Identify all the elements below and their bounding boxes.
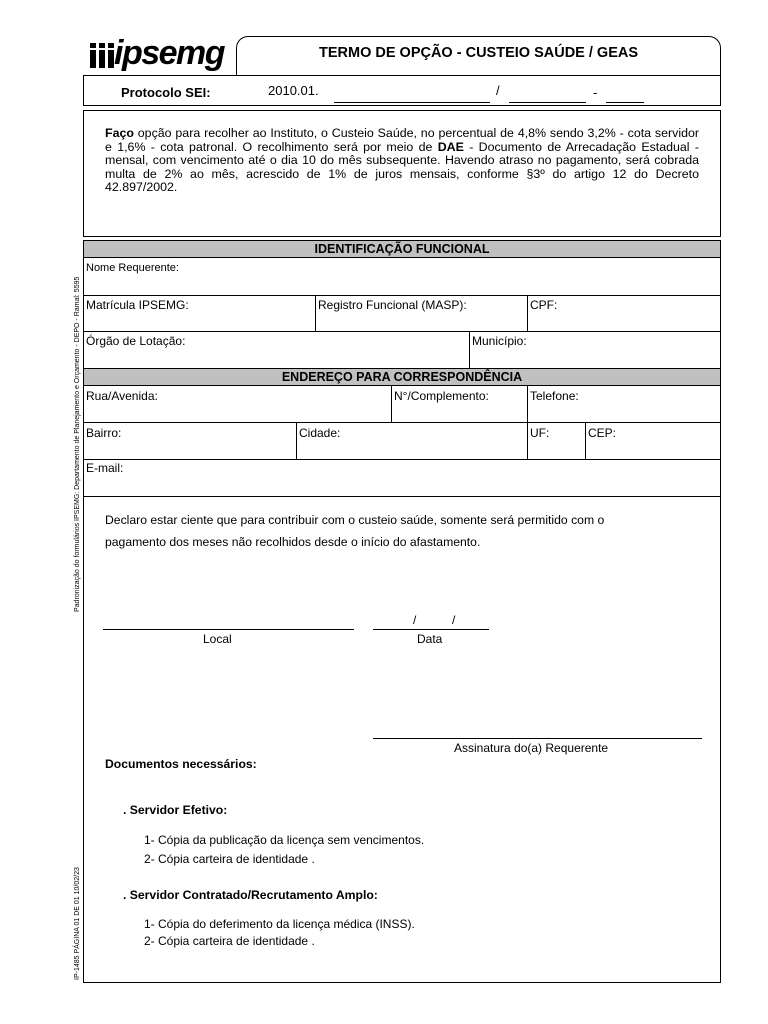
orgao-lotacao-field[interactable]: Órgão de Lotação: [86, 334, 186, 348]
intro-paragraph [105, 127, 699, 195]
declaration-line-2: pagamento dos meses não recolhidos desde o início do afastamento. [105, 535, 481, 549]
group-contratado-item-1: 1- Cópia do deferimento da licença médica (INSS). [144, 917, 415, 931]
date-slash-1: / [413, 613, 417, 627]
group-contratado-item-2: 2- Cópia carteira de identidade . [144, 934, 315, 948]
intro-text-1: opção para recolher ao Instituto, o Custeio Saúde, no percentual de 4,8% sendo 3,2% - cota servidor e 1,6% - cota patronal. O recolhimento será por meio de [105, 126, 699, 154]
side-note-top: Padronização do formulários IPSEMG: Departamento de Planejamento e Orçamento - DEPO - Ramal: 5595 [74, 276, 81, 612]
email-field[interactable]: E-mail: [86, 461, 124, 475]
group-contratado-title: . Servidor Contratado/Recrutamento Amplo: [123, 888, 378, 902]
intro-dae: DAE [437, 139, 464, 154]
cidade-field[interactable]: Cidade: [299, 426, 341, 440]
telefone-field[interactable]: Telefone: [530, 389, 579, 403]
section-functional-heading: IDENTIFICAÇÃO FUNCIONAL [83, 240, 721, 258]
protocol-year-field[interactable] [509, 102, 586, 103]
signature-label: Assinatura do(a) Requerente [454, 741, 609, 755]
intro-lead: Faço [105, 126, 134, 140]
municipio-field[interactable]: Município: [472, 334, 527, 348]
protocol-number-field[interactable] [334, 102, 490, 103]
protocol-prefix: 2010.01. [268, 83, 319, 98]
cep-field[interactable]: CEP: [588, 426, 617, 440]
declaration-line-1: Declaro estar ciente que para contribuir com o custeio saúde, somente será permitido com o [105, 513, 605, 527]
protocol-sep-dash: - [593, 85, 598, 100]
local-line[interactable] [103, 629, 354, 630]
uf-field[interactable]: UF: [530, 426, 550, 440]
page-title: TERMO DE OPÇÃO - CUSTEIO SAÚDE / GEAS [318, 45, 639, 61]
matricula-field[interactable]: Matrícula IPSEMG: [86, 298, 189, 312]
ipsemg-logo [88, 36, 228, 74]
cpf-field[interactable]: CPF: [530, 298, 558, 312]
nome-requerente-field[interactable]: Nome Requerente: [86, 262, 179, 274]
group-efetivo-item-1: 1- Cópia da publicação da licença sem vencimentos. [144, 833, 425, 847]
bairro-field[interactable]: Bairro: [86, 426, 122, 440]
rua-avenida-field[interactable]: Rua/Avenida: [86, 389, 158, 403]
intro-text-2: - Documento de Arrecadação Estadual - mensal, com vencimento até o dia 10 do mês subsequente. Havendo atraso no pagamento, será cobrada multa de 2% ao mês, acrescido de 1% de juros mensais, conforme §3º do artigo 12 do Decreto 42.897/2002. [105, 139, 700, 194]
protocol-sep-slash: / [496, 83, 500, 98]
side-note-bottom: IP-1485 PÁGINA 01 DE 01 10/02/23 [74, 867, 81, 980]
data-line[interactable] [373, 629, 489, 630]
section-address-heading: ENDEREÇO PARA CORRESPONDÊNCIA [83, 368, 721, 386]
signature-line[interactable] [373, 738, 702, 739]
form-body [83, 240, 721, 983]
local-label: Local [203, 632, 232, 646]
date-slash-2: / [452, 613, 456, 627]
numero-complemento-field[interactable]: N°/Complemento: [394, 389, 489, 403]
protocol-digit-field[interactable] [606, 102, 644, 103]
masp-field[interactable]: Registro Funcional (MASP): [318, 298, 467, 312]
group-efetivo-title: . Servidor Efetivo: [123, 803, 228, 817]
protocol-label: Protocolo SEI: [121, 85, 211, 100]
data-label: Data [417, 632, 443, 646]
logo-text: ipsemg [114, 34, 225, 72]
documents-heading: Documentos necessários: [105, 757, 257, 771]
group-efetivo-item-2: 2- Cópia carteira de identidade . [144, 852, 315, 866]
